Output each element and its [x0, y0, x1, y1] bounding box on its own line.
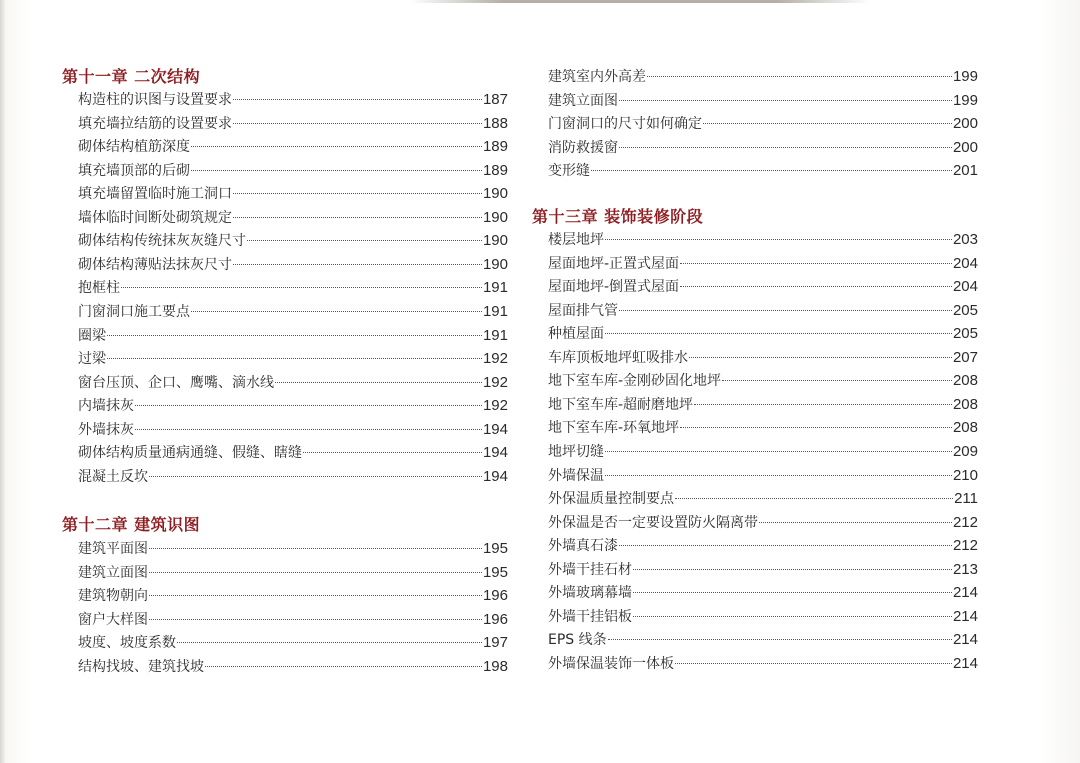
- toc-entry-title: 外墙保温装饰一体板: [548, 655, 674, 672]
- toc-entry-page-number: 191: [482, 279, 508, 297]
- toc-entry-title: 车库顶板地坪虹吸排水: [548, 349, 688, 366]
- toc-entry-title: 圈梁: [78, 327, 106, 344]
- dot-leader: [149, 619, 482, 620]
- toc-entry-title: 砌体结构传统抹灰灰缝尺寸: [78, 233, 246, 250]
- toc-entry-page-number: 190: [482, 232, 508, 250]
- toc-entry-title: 内墙抹灰: [78, 398, 134, 415]
- dot-leader: [233, 123, 482, 124]
- toc-entry-title: 填充墙拉结筋的设置要求: [78, 115, 232, 132]
- toc-entry-page-number: 212: [952, 513, 978, 531]
- toc-entry-title: 门窗洞口的尺寸如何确定: [548, 116, 702, 133]
- dot-leader: [303, 452, 482, 453]
- toc-entry[interactable]: [78, 183, 508, 205]
- toc-entry[interactable]: [78, 230, 508, 252]
- toc-entry[interactable]: [78, 277, 508, 299]
- toc-entry-page-number: 190: [482, 255, 508, 273]
- toc-entry-page-number: 203: [952, 231, 978, 248]
- toc-entry-title: 砌体结构植筋深度: [78, 139, 190, 156]
- toc-entry[interactable]: [78, 160, 508, 182]
- toc-entry[interactable]: [78, 395, 508, 417]
- toc-entry-title: 外保温质量控制要点: [548, 491, 674, 508]
- toc-entry-page-number: 197: [482, 634, 508, 652]
- toc-entry-page-number: 188: [482, 114, 508, 132]
- dot-leader: [191, 146, 482, 147]
- dot-leader: [149, 548, 482, 549]
- toc-entry-title: 外保温是否一定要设置防火隔离带: [548, 514, 758, 531]
- dot-leader: [619, 147, 952, 148]
- toc-entry-title: 建筑物朝向: [78, 588, 148, 605]
- toc-entry-title: 构造柱的识图与设置要求: [78, 92, 232, 108]
- toc-entry-title: 过梁: [78, 351, 106, 368]
- toc-entry[interactable]: [548, 300, 978, 322]
- toc-entry[interactable]: [548, 394, 978, 416]
- dot-leader: [680, 286, 952, 287]
- toc-entry-page-number: 205: [952, 301, 978, 319]
- page-top-shadow: [410, 0, 870, 3]
- toc-entry-title: 抱框柱: [78, 280, 120, 297]
- toc-entry[interactable]: [548, 559, 978, 581]
- toc-entry-title: 外墙保温: [548, 467, 604, 484]
- toc-entry[interactable]: [548, 276, 978, 298]
- toc-entry[interactable]: [78, 466, 508, 488]
- toc-entry-page-number: 194: [482, 467, 508, 485]
- dot-leader: [247, 240, 482, 241]
- toc-entry-page-number: 208: [952, 395, 978, 413]
- toc-entry-title: 填充墙留置临时施工洞口: [78, 186, 232, 203]
- toc-entry[interactable]: [548, 323, 978, 345]
- toc-entry[interactable]: [548, 441, 978, 463]
- toc-entry-title: 砌体结构薄贴法抹灰尺寸: [78, 256, 232, 273]
- dot-leader: [680, 427, 952, 428]
- toc-entry[interactable]: [548, 137, 978, 159]
- toc-entry-page-number: 200: [952, 115, 978, 133]
- toc-entry[interactable]: [548, 90, 978, 112]
- toc-entry-page-number: 199: [952, 91, 978, 109]
- toc-entry-title: 楼层地坪: [548, 232, 604, 248]
- chapter-title: 第十二章 建筑识图: [62, 515, 201, 534]
- toc-entry-page-number: 199: [952, 68, 978, 85]
- toc-entry-page-number: 207: [952, 348, 978, 366]
- toc-entry[interactable]: [78, 325, 508, 347]
- toc-entry-title: 结构找坡、建筑找坡: [78, 658, 204, 675]
- toc-entry-title: 种植屋面: [548, 326, 604, 343]
- toc-entry[interactable]: [78, 207, 508, 229]
- toc-entry[interactable]: [78, 656, 508, 678]
- dot-leader: [233, 193, 482, 194]
- toc-entry-page-number: 198: [482, 657, 508, 675]
- toc-entry-page-number: 214: [952, 654, 978, 672]
- toc-entry[interactable]: [78, 89, 508, 111]
- dot-leader: [605, 333, 952, 334]
- toc-entry-title: 砌体结构质量通病通缝、假缝、瞎缝: [78, 445, 302, 462]
- dot-leader: [633, 569, 952, 570]
- dot-leader: [233, 217, 482, 218]
- dot-leader: [591, 170, 952, 171]
- toc-entry[interactable]: [78, 538, 508, 560]
- dot-leader: [722, 380, 952, 381]
- toc-entry-page-number: 214: [952, 631, 978, 649]
- toc-entry[interactable]: [548, 417, 978, 439]
- dot-leader: [675, 663, 952, 664]
- dot-leader: [680, 263, 952, 264]
- toc-entry-title: 建筑平面图: [78, 541, 148, 557]
- toc-entry-page-number: 189: [482, 161, 508, 179]
- toc-entry-page-number: 191: [482, 326, 508, 344]
- dot-leader: [149, 572, 482, 573]
- toc-entry-page-number: 192: [482, 350, 508, 368]
- dot-leader: [689, 357, 952, 358]
- dot-leader: [759, 522, 952, 523]
- dot-leader: [608, 639, 952, 640]
- toc-entry-title: 地下室车库-金刚砂固化地坪: [548, 373, 722, 390]
- dot-leader: [619, 310, 952, 311]
- toc-entry[interactable]: [78, 562, 508, 584]
- toc-entry-title: 窗台压顶、企口、鹰嘴、滴水线: [78, 374, 274, 391]
- toc-entry[interactable]: [78, 632, 508, 654]
- dot-leader: [605, 451, 952, 452]
- toc-entry-title: 墙体临时间断处砌筑规定: [78, 209, 232, 226]
- toc-entry-page-number: 204: [952, 278, 978, 296]
- toc-entry[interactable]: [78, 585, 508, 607]
- toc-entry-title: 建筑室内外高差: [548, 69, 646, 85]
- toc-entry-title: 屋面地坪-倒置式屋面: [548, 279, 680, 296]
- toc-entry-page-number: 189: [482, 138, 508, 156]
- toc-entry[interactable]: [548, 370, 978, 392]
- toc-entry-title: 消防救援窗: [548, 139, 618, 156]
- toc-entry[interactable]: [78, 254, 508, 276]
- toc-entry-page-number: 190: [482, 208, 508, 226]
- toc-entry-page-number: 194: [482, 444, 508, 462]
- dot-leader: [675, 498, 953, 499]
- toc-entry-page-number: 205: [952, 325, 978, 343]
- toc-entry[interactable]: [548, 629, 978, 651]
- toc-entry[interactable]: [78, 301, 508, 323]
- dot-leader: [205, 666, 482, 667]
- dot-leader: [135, 405, 482, 406]
- toc-entry[interactable]: [78, 372, 508, 394]
- dot-leader: [107, 335, 482, 336]
- toc-entry-page-number: 191: [482, 302, 508, 320]
- toc-entry[interactable]: [548, 347, 978, 369]
- toc-entry-page-number: 204: [952, 254, 978, 272]
- toc-entry-title: 变形缝: [548, 163, 590, 180]
- toc-entry-title: 外墙真石漆: [548, 538, 618, 555]
- dot-leader: [605, 475, 952, 476]
- toc-entry-title: 地坪切缝: [548, 443, 604, 460]
- toc-entry-page-number: 213: [952, 560, 978, 578]
- dot-leader: [694, 404, 952, 405]
- toc-entry[interactable]: [78, 442, 508, 464]
- dot-leader: [177, 642, 482, 643]
- toc-entry-page-number: 192: [482, 397, 508, 415]
- dot-leader: [149, 476, 482, 477]
- toc-entry-title: 建筑立面图: [78, 564, 148, 581]
- toc-entry-title: 屋面地坪-正置式屋面: [548, 255, 680, 272]
- toc-entry[interactable]: [548, 488, 978, 510]
- toc-entry-page-number: 208: [952, 372, 978, 390]
- dot-leader: [633, 592, 952, 593]
- toc-entry[interactable]: [548, 512, 978, 534]
- toc-entry[interactable]: [78, 136, 508, 158]
- toc-entry-page-number: 190: [482, 185, 508, 203]
- dot-leader: [633, 616, 952, 617]
- toc-entry-page-number: 195: [482, 540, 508, 557]
- toc-entry[interactable]: [548, 582, 978, 604]
- dot-leader: [135, 429, 482, 430]
- toc-entry-page-number: 209: [952, 442, 978, 460]
- toc-entry-title: 填充墙顶部的后砌: [78, 162, 190, 179]
- toc-entry-page-number: 196: [482, 610, 508, 628]
- toc-entry[interactable]: [548, 606, 978, 628]
- dot-leader: [703, 123, 952, 124]
- toc-entry-page-number: 211: [954, 490, 978, 508]
- toc-entry-title: 地下室车库-环氧地坪: [548, 420, 680, 437]
- toc-entry-title: 地下室车库-超耐磨地坪: [548, 396, 694, 413]
- toc-entry-page-number: 214: [952, 584, 978, 602]
- dot-leader: [275, 382, 482, 383]
- toc-entry-title: 外墙玻璃幕墙: [548, 585, 632, 602]
- chapter-title: 第十一章 二次结构: [62, 67, 201, 86]
- dot-leader: [149, 595, 482, 596]
- toc-entry[interactable]: [78, 348, 508, 370]
- toc-entry[interactable]: [78, 419, 508, 441]
- toc-entry-title: 坡度、坡度系数: [78, 635, 176, 652]
- toc-entry-title: 混凝土反坎: [78, 468, 148, 485]
- chapter-title: 第十三章 装饰装修阶段: [532, 207, 704, 226]
- dot-leader: [191, 311, 482, 312]
- dot-leader: [605, 239, 952, 240]
- toc-entry[interactable]: [548, 66, 978, 88]
- toc-entry[interactable]: [548, 535, 978, 557]
- toc-entry[interactable]: [548, 229, 978, 251]
- toc-entry-title: 外墙干挂石材: [548, 561, 632, 578]
- toc-entry-page-number: 210: [952, 466, 978, 484]
- dot-leader: [191, 170, 482, 171]
- toc-entry-title: 门窗洞口施工要点: [78, 303, 190, 320]
- toc-entry[interactable]: [548, 160, 978, 182]
- toc-entry[interactable]: [548, 113, 978, 135]
- toc-entry-page-number: 214: [952, 607, 978, 625]
- toc-entry-page-number: 192: [482, 373, 508, 391]
- dot-leader: [121, 287, 482, 288]
- toc-entry-page-number: 196: [482, 587, 508, 605]
- dot-leader: [647, 76, 952, 77]
- toc-entry-title: 建筑立面图: [548, 92, 618, 109]
- dot-leader: [233, 99, 482, 100]
- dot-leader: [107, 358, 482, 359]
- toc-entry-page-number: 212: [952, 537, 978, 555]
- toc-entry-page-number: 208: [952, 419, 978, 437]
- toc-entry[interactable]: [548, 465, 978, 487]
- dot-leader: [233, 264, 482, 265]
- toc-entry-title: 外墙抹灰: [78, 421, 134, 438]
- dot-leader: [619, 545, 952, 546]
- toc-entry-page-number: 195: [482, 563, 508, 581]
- page-left-edge: [0, 0, 6, 763]
- toc-entry-title: EPS 线条: [548, 632, 607, 649]
- toc-entry-page-number: 194: [482, 420, 508, 438]
- toc-entry-title: 窗户大样图: [78, 611, 148, 628]
- toc-entry[interactable]: [78, 113, 508, 135]
- toc-entry-title: 外墙干挂铝板: [548, 608, 632, 625]
- toc-entry[interactable]: [548, 653, 978, 675]
- toc-entry[interactable]: [78, 609, 508, 631]
- toc-entry-title: 屋面排气管: [548, 302, 618, 319]
- toc-entry-page-number: 187: [482, 91, 508, 108]
- toc-entry[interactable]: [548, 253, 978, 275]
- toc-entry-page-number: 201: [952, 162, 978, 180]
- toc-entry-page-number: 200: [952, 138, 978, 156]
- dot-leader: [619, 100, 952, 101]
